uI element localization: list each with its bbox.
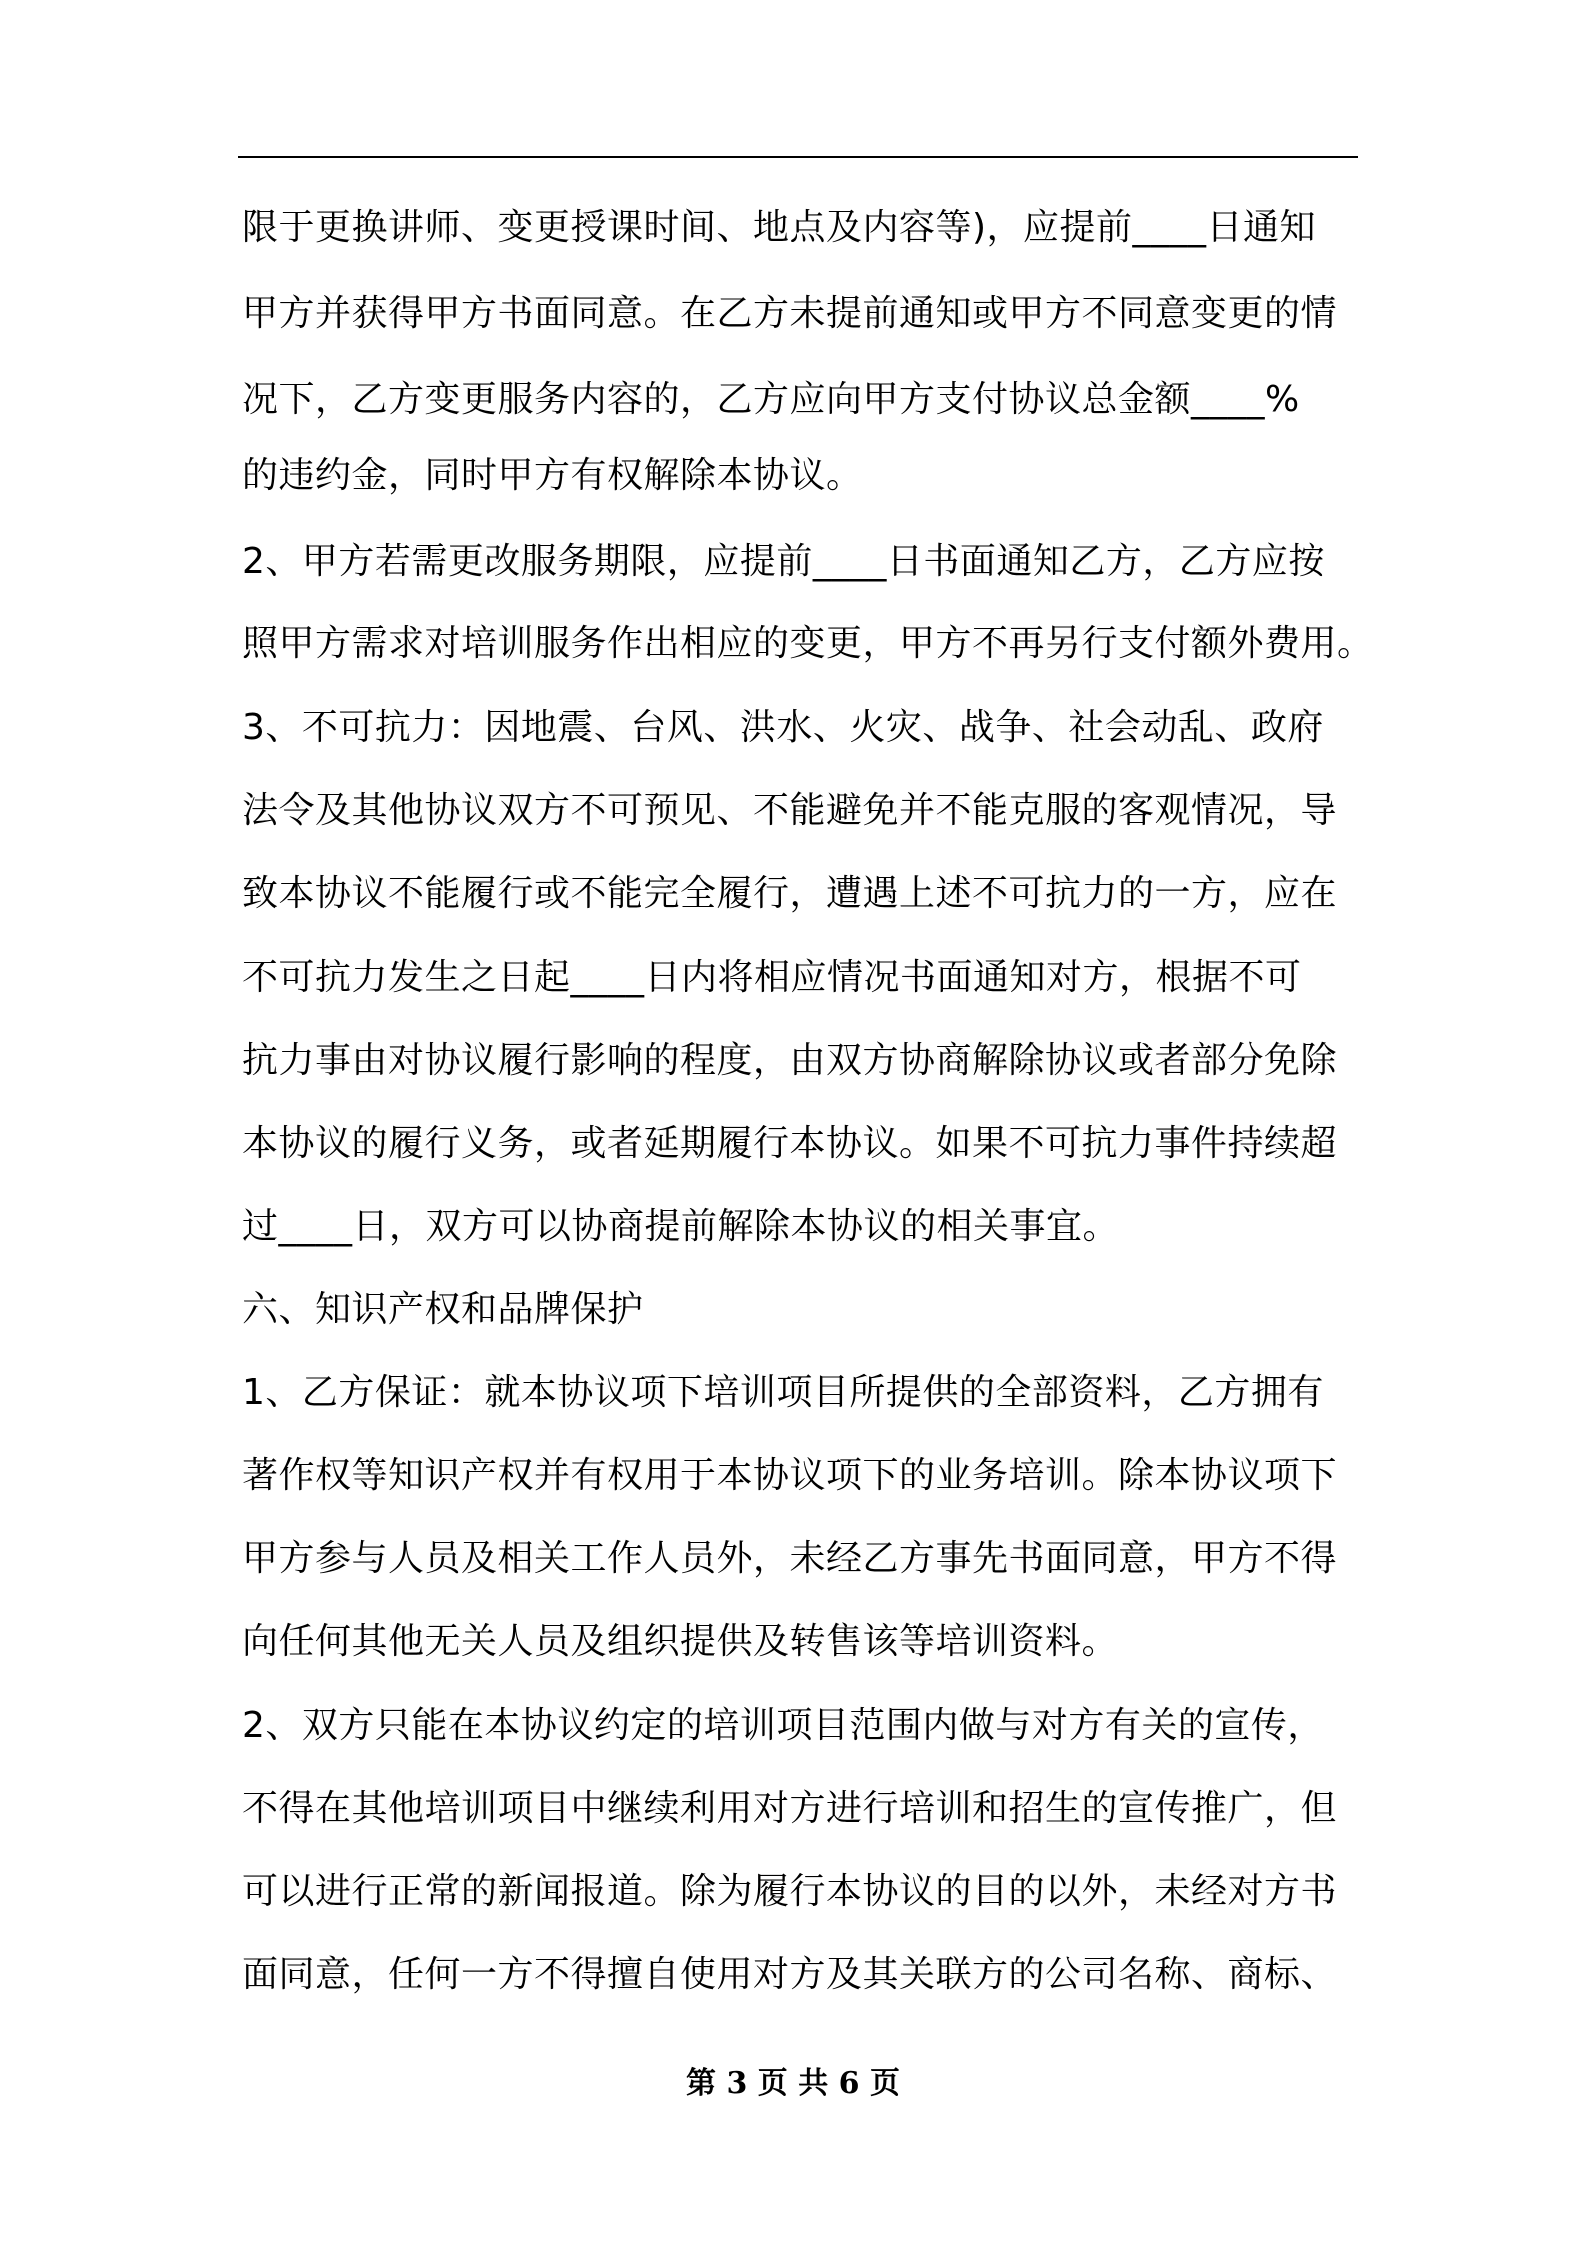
text-line: 致本协议不能履行或不能完全履行，遭遇上述不可抗力的一方，应在 (242, 873, 1338, 914)
text-line: 向任何其他无关人员及组织提供及转售该等培训资料。 (242, 1621, 1119, 1662)
text-line: 不可抗力发生之日起____日内将相应情况书面通知对方，根据不可 (242, 957, 1302, 998)
text-line: 的违约金，同时甲方有权解除本协议。 (242, 455, 863, 496)
header-rule (238, 156, 1358, 158)
text-line: 法令及其他协议双方不可预见、不能避免并不能克服的客观情况，导 (242, 790, 1338, 831)
text-line: 况下，乙方变更服务内容的，乙方应向甲方支付协议总金额____% (242, 379, 1300, 420)
text-line: 甲方并获得甲方书面同意。在乙方未提前通知或甲方不同意变更的情 (242, 293, 1338, 334)
text-line: 2、甲方若需更改服务期限，应提前____日书面通知乙方，乙方应按 (242, 541, 1325, 582)
text-line: 甲方参与人员及相关工作人员外，未经乙方事先书面同意，甲方不得 (242, 1538, 1338, 1579)
text-line: 3、不可抗力：因地震、台风、洪水、火灾、战争、社会动乱、政府 (242, 707, 1324, 748)
text-line: 照甲方需求对培训服务作出相应的变更，甲方不再另行支付额外费用。 (242, 623, 1374, 664)
section-heading: 六、知识产权和品牌保护 (242, 1289, 644, 1330)
text-line: 著作权等知识产权并有权用于本协议项下的业务培训。除本协议项下 (242, 1455, 1338, 1496)
text-line: 可以进行正常的新闻报道。除为履行本协议的目的以外，未经对方书 (242, 1871, 1338, 1912)
text-line: 面同意，任何一方不得擅自使用对方及其关联方的公司名称、商标、 (242, 1954, 1338, 1995)
text-line: 1、乙方保证：就本协议项下培训项目所提供的全部资料，乙方拥有 (242, 1372, 1324, 1413)
text-line: 本协议的履行义务，或者延期履行本协议。如果不可抗力事件持续超 (242, 1123, 1338, 1164)
text-line: 不得在其他培训项目中继续利用对方进行培训和招生的宣传推广，但 (242, 1788, 1338, 1829)
text-line: 过____日，双方可以协商提前解除本协议的相关事宜。 (242, 1206, 1120, 1247)
text-line: 2、双方只能在本协议约定的培训项目范围内做与对方有关的宣传， (242, 1705, 1324, 1746)
text-line: 抗力事由对协议履行影响的程度，由双方协商解除协议或者部分免除 (242, 1040, 1338, 1081)
page-number-footer: 第 3 页 共 6 页 (686, 2066, 900, 2101)
text-line: 限于更换讲师、变更授课时间、地点及内容等)，应提前____日通知 (242, 207, 1317, 248)
